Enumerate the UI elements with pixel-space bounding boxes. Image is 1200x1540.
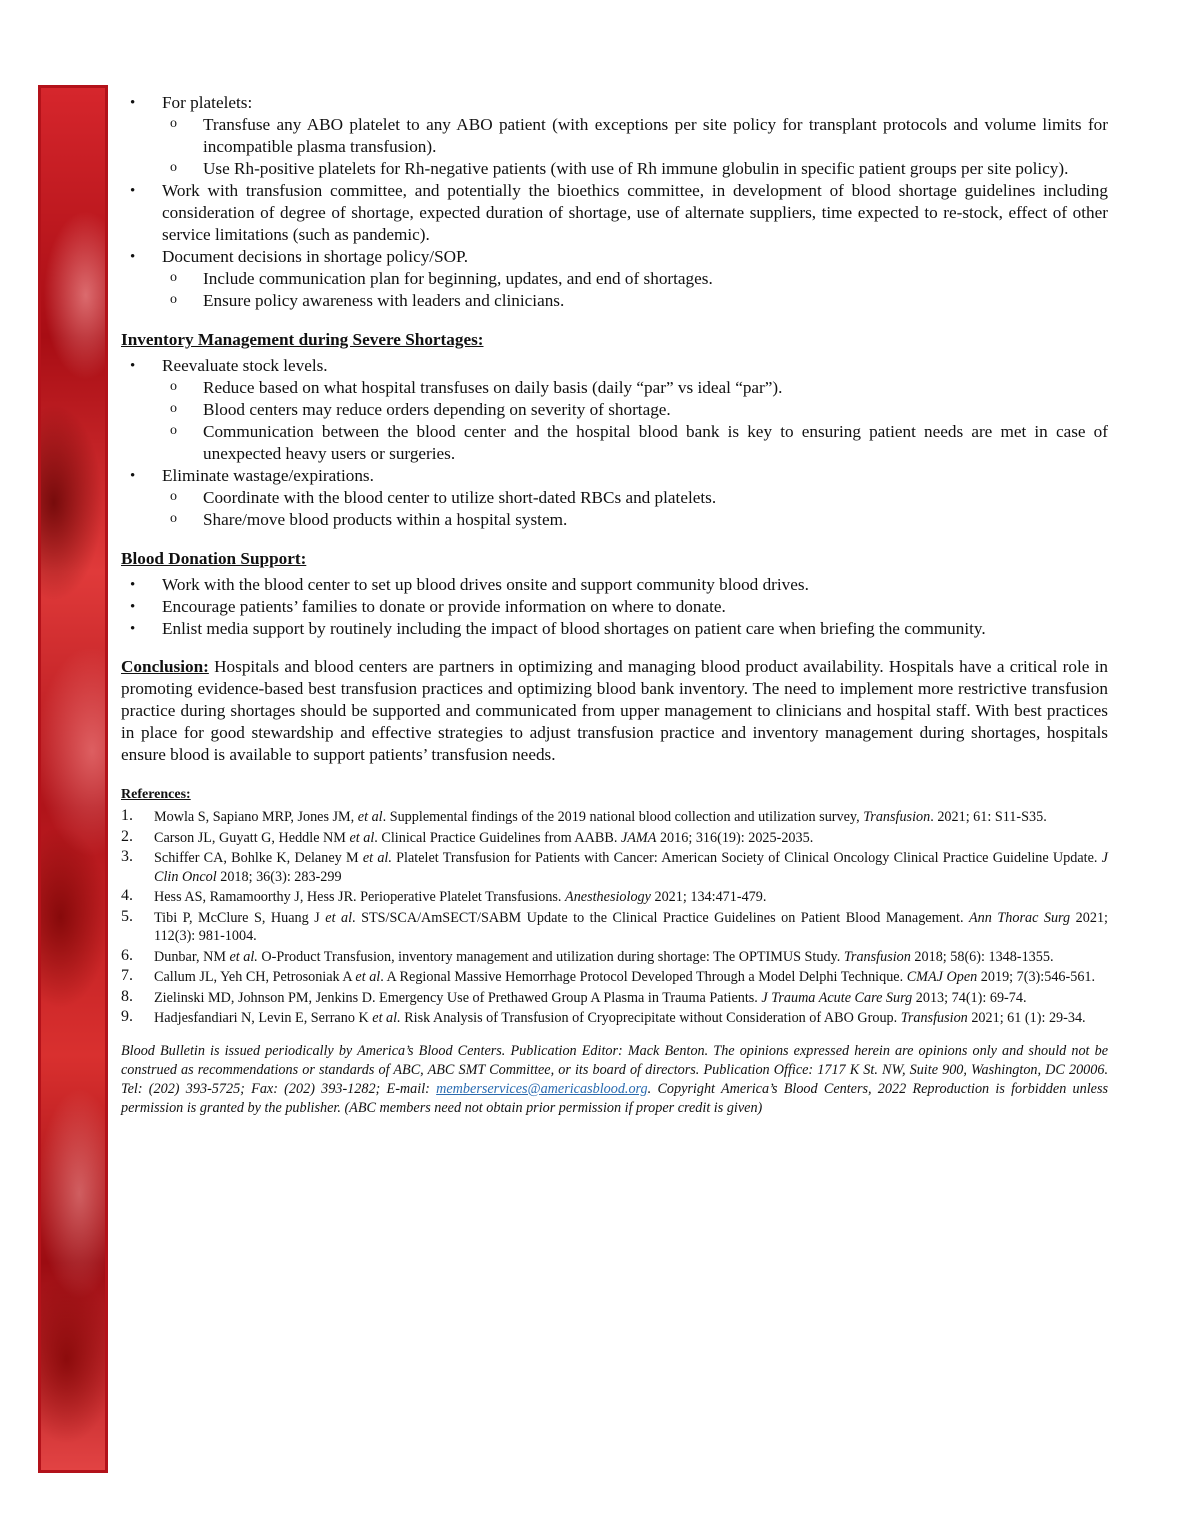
list-item-text: Eliminate wastage/expirations. bbox=[162, 466, 374, 485]
references-heading: References: bbox=[121, 787, 191, 802]
email-link[interactable]: memberservices@americasblood.org bbox=[436, 1080, 648, 1097]
reference-number: 6. bbox=[121, 946, 133, 964]
sub-list-item: o Include communication plan for beginning, updates, and end of shortages. bbox=[162, 268, 1108, 290]
list-item bbox=[121, 355, 1108, 465]
reference-number: 7. bbox=[121, 967, 133, 984]
sub-list-item: o Communication between the blood center and the hospital blood bank is key to ensuring patient needs are met in case of unexpected heavy users or surgeries. bbox=[162, 421, 1108, 465]
reference-number: 4. bbox=[121, 887, 133, 904]
reference-number: 1. bbox=[121, 807, 133, 824]
reference-number: 3. bbox=[121, 848, 133, 865]
sub-list-item: o Use Rh-positive platelets for Rh-negative patients (with use of Rh immune globulin in specific patient groups per site policy). bbox=[162, 158, 1108, 180]
reference-item: 1. Mowla S, Sapiano MRP, Jones JM, et al. Supplemental findings of the 2019 national blood collection and utilization survey, Transfusion. 2021; 61: S11-S35. bbox=[121, 807, 1047, 825]
reference-item: 9. Hadjesfandiari N, Levin E, Serrano K et al. Risk Analysis of Transfusion of Cryoprecipitate without Consideration of ABO Group. Transfusion 2021; 61 (1): 29-34. bbox=[121, 1008, 1086, 1026]
footer-text: Blood Bulletin is issued periodically by America’s Blood Centers. Publication Editor: Mack Benton. The opinions expressed herein are opinions only and should not be construed as recommendations or standards of ABC, ABC SMT Committee, or its board of directors. Publication Office: 1717 K St. NW, Suite 900, Washington, DC 20006. Tel: (202) 393-5725; Fax: (202) 393-1282; E-mail: bbox=[121, 1042, 1108, 1097]
reference-number: 8. bbox=[121, 987, 133, 1005]
list-item-text: Document decisions in shortage policy/SOP. bbox=[162, 247, 468, 266]
sub-list-item: o Transfuse any ABO platelet to any ABO patient (with exceptions per site policy for transplant protocols and volume limits for incompatible plasma transfusion). bbox=[162, 114, 1108, 158]
reference-item: 7. Callum JL, Yeh CH, Petrosoniak A et al. A Regional Massive Hemorrhage Protocol Developed Through a Model Delphi Technique. CMAJ Open 2019; 7(3):546-561. bbox=[121, 967, 1096, 985]
reference-item: 2. Carson JL, Guyatt G, Heddle NM et al. Clinical Practice Guidelines from AABB. JAMA 2016; 316(19): 2025-2035. bbox=[121, 827, 814, 846]
inventory-bullet-list bbox=[121, 355, 1108, 531]
footer-text: . Copyright America’s Blood Centers, 2022 Reproduction is forbidden unless permission is granted by the publisher. (ABC members need not obtain prior permission if proper credit is given) bbox=[121, 1080, 1109, 1116]
inventory-heading: Inventory Management during Severe Shortages: bbox=[121, 330, 484, 349]
conclusion-label: Conclusion: bbox=[121, 657, 209, 676]
decorative-blood-cell-sidebar bbox=[38, 85, 108, 1473]
list-item: • Enlist media support by routinely including the impact of blood shortages on patient care when briefing the community. bbox=[121, 618, 1108, 640]
reference-number: 5. bbox=[121, 907, 133, 925]
reference-item: 5. Tibi P, McClure S, Huang J et al. STS/SCA/AmSECT/SABM Update to the Clinical Practice Guidelines on Patient Blood Management. Ann Thorac Surg 2021; 112(3): 981-1004. bbox=[121, 907, 1108, 944]
reference-item: 6. Dunbar, NM et al. O-Product Transfusion, inventory management and utilization during shortage: The OPTIMUS Study. Transfusion 2018; 58(6): 1348-1355. bbox=[121, 946, 1054, 965]
reference-item: 3. Schiffer CA, Bohlke K, Delaney M et al. Platelet Transfusion for Patients with Cancer: American Society of Clinical Oncology Clinical Practice Guideline Update. J Clin Oncol 2018; 36(3): 283-299 bbox=[121, 848, 1108, 885]
sub-list-item: o Share/move blood products within a hospital system. bbox=[162, 509, 1108, 531]
document-body bbox=[121, 92, 1108, 1118]
sub-list-item: o Reduce based on what hospital transfuses on daily basis (daily “par” vs ideal “par”). bbox=[162, 377, 1108, 399]
sub-list-item: o Ensure policy awareness with leaders and clinicians. bbox=[162, 290, 1108, 312]
list-item-text: For platelets: bbox=[162, 93, 253, 112]
conclusion-text: Hospitals and blood centers are partners in optimizing and managing blood product availability. Hospitals have a critical role in promoting evidence-based best transfusion practices and optimizing blood bank inventory. The need to implement more restrictive transfusion practice during shortages should be supported and communicated from upper management to clinicians and hospital staff. With best practices in place for good stewardship and effective strategies to adjust transfusion practice and inventory management during shortages, hospitals ensure blood is available to support patients’ transfusion needs. bbox=[121, 657, 1109, 764]
donation-heading: Blood Donation Support: bbox=[121, 549, 307, 568]
donation-bullet-list bbox=[121, 574, 1108, 640]
reference-item: 8. Zielinski MD, Johnson PM, Jenkins D. Emergency Use of Prethawed Group A Plasma in Trauma Patients. J Trauma Acute Care Surg 2013; 74(1): 69-74. bbox=[121, 987, 1027, 1006]
reference-item: 4. Hess AS, Ramamoorthy J, Hess JR. Perioperative Platelet Transfusions. Anesthesiology 2021; 134:471-479. bbox=[121, 887, 767, 905]
references-list bbox=[121, 808, 1108, 1028]
reference-number: 2. bbox=[121, 827, 133, 845]
reference-number: 9. bbox=[121, 1008, 133, 1025]
publication-footer bbox=[121, 1042, 1108, 1118]
list-item-text: Work with transfusion committee, and potentially the bioethics committee, in development of blood shortage guidelines including consideration of degree of shortage, expected duration of shortage, use of alternate suppliers, time expected to re-stock, effect of other service limitations (such as pandemic). bbox=[162, 181, 1108, 244]
list-item: • Encourage patients’ families to donate or provide information on where to donate. bbox=[121, 596, 1108, 618]
list-item bbox=[121, 92, 1108, 180]
list-item bbox=[121, 246, 1108, 312]
list-item: • Work with the blood center to set up blood drives onsite and support community blood drives. bbox=[121, 574, 1108, 596]
conclusion-paragraph bbox=[121, 656, 1108, 766]
list-item bbox=[121, 465, 1108, 531]
list-item-text: Reevaluate stock levels. bbox=[162, 356, 328, 375]
sub-list-item: o Coordinate with the blood center to utilize short-dated RBCs and platelets. bbox=[162, 487, 1108, 509]
sub-list-item: o Blood centers may reduce orders depending on severity of shortage. bbox=[162, 399, 1108, 421]
list-item bbox=[121, 180, 1108, 246]
intro-bullet-list bbox=[121, 92, 1108, 312]
